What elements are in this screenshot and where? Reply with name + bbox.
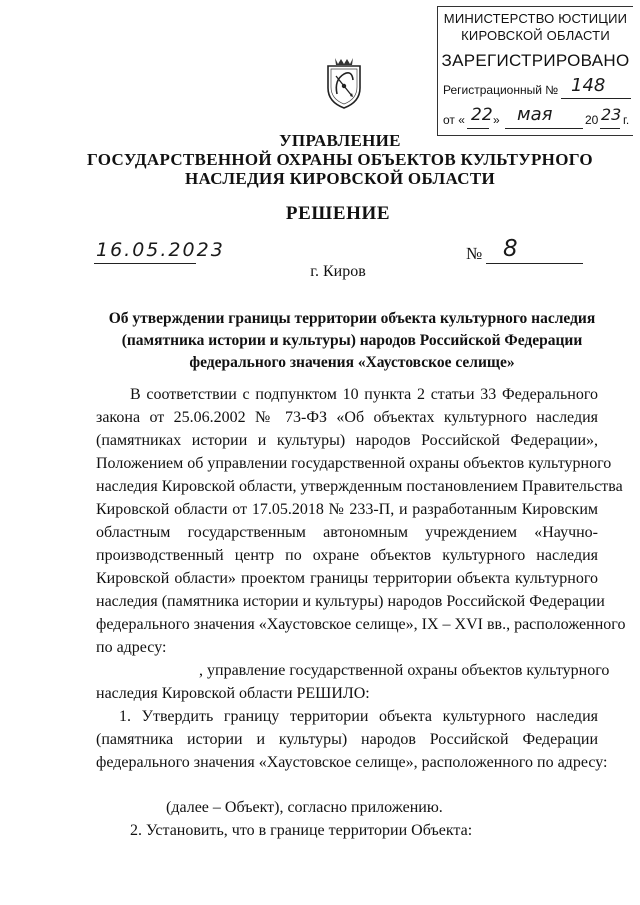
body-line: наследия (памятника истории и культуры) народов Российской Федерации: [96, 593, 605, 610]
stamp-year-end: г.: [623, 113, 630, 127]
stamp-reg-row: [443, 75, 606, 97]
list-item-1-line: 1. Утвердить границу территории объекта культурного наследия: [119, 708, 598, 725]
list-item-1-line: (памятника истории и культуры) народов Российской Федерации: [96, 731, 598, 748]
body-line: наследия Кировской области РЕШИЛО:: [96, 685, 370, 702]
document-type: РЕШЕНИЕ: [285, 203, 391, 224]
body-line: Кировской области» проектом границы территории объекта культурного: [96, 570, 598, 587]
header-line-1: УПРАВЛЕНИЕ: [279, 131, 401, 150]
body-line: , управление государственной охраны объектов культурного: [199, 662, 610, 679]
body-line: наследия Кировской области, утвержденным постановлением Правительства: [96, 478, 623, 495]
body-line: Положением об управлении государственной охраны объектов культурного: [96, 455, 612, 472]
number-label: №: [466, 244, 483, 263]
body-line: областным государственным автономным учреждением «Научно-: [96, 524, 598, 541]
subject-line-3: федерального значения «Хаустовское селище»: [189, 354, 515, 371]
list-item-2: 2. Установить, что в границе территории Объекта:: [130, 822, 473, 839]
document-date: 16.05.2023: [96, 239, 225, 261]
body-line: производственный центр по охране объектов культурного наследия: [96, 547, 598, 564]
stamp-registered: ЗАРЕГИСТРИРОВАНО: [441, 51, 630, 70]
stamp-region: КИРОВСКОЙ ОБЛАСТИ: [461, 28, 610, 43]
document-number: 8: [503, 236, 518, 262]
header-line-2: ГОСУДАРСТВЕННОЙ ОХРАНЫ ОБЪЕКТОВ КУЛЬТУРНОГО: [87, 150, 593, 169]
body-line: В соответствии с подпунктом 10 пункта 2 статьи 33 Федерального: [130, 386, 598, 403]
stamp-reg-label: Регистрационный №: [443, 83, 559, 97]
stamp-month: мая: [517, 104, 553, 125]
stamp-quote-close: »: [493, 113, 500, 127]
city: г. Киров: [310, 263, 366, 280]
registration-stamp: [437, 6, 633, 136]
list-item-1-tail: (далее – Объект), согласно приложению.: [166, 799, 443, 816]
subject-line-1: Об утверждении границы территории объекта культурного наследия: [108, 310, 596, 327]
stamp-from-label: от «: [443, 113, 465, 127]
stamp-ministry: МИНИСТЕРСТВО ЮСТИЦИИ: [443, 11, 628, 26]
stamp-year-suffix: 23: [601, 105, 622, 124]
body-line: по адресу:: [96, 639, 167, 656]
subject-line-2: (памятника истории и культуры) народов Российской Федерации: [121, 332, 583, 349]
stamp-day: 22: [471, 105, 493, 125]
body-line: федерального значения «Хаустовское селище», IX – XVI вв., расположенного: [96, 616, 626, 633]
stamp-year-prefix: 20: [585, 113, 599, 127]
list-item-1-line: федерального значения «Хаустовское селище», расположенного по адресу:: [96, 754, 608, 771]
body-line: закона от 25.06.2002 № 73-ФЗ «Об объектах культурного наследия: [96, 409, 598, 426]
header-line-3: НАСЛЕДИЯ КИРОВСКОЙ ОБЛАСТИ: [184, 169, 495, 188]
body-line: (памятниках истории и культуры) народов Российской Федерации»,: [96, 432, 598, 449]
stamp-date-row: [443, 104, 630, 127]
coat-of-arms-icon: [322, 52, 366, 110]
stamp-reg-number: 148: [571, 75, 606, 96]
body-line: Кировской области от 17.05.2018 № 233-П, и разработанным Кировским: [96, 501, 598, 518]
